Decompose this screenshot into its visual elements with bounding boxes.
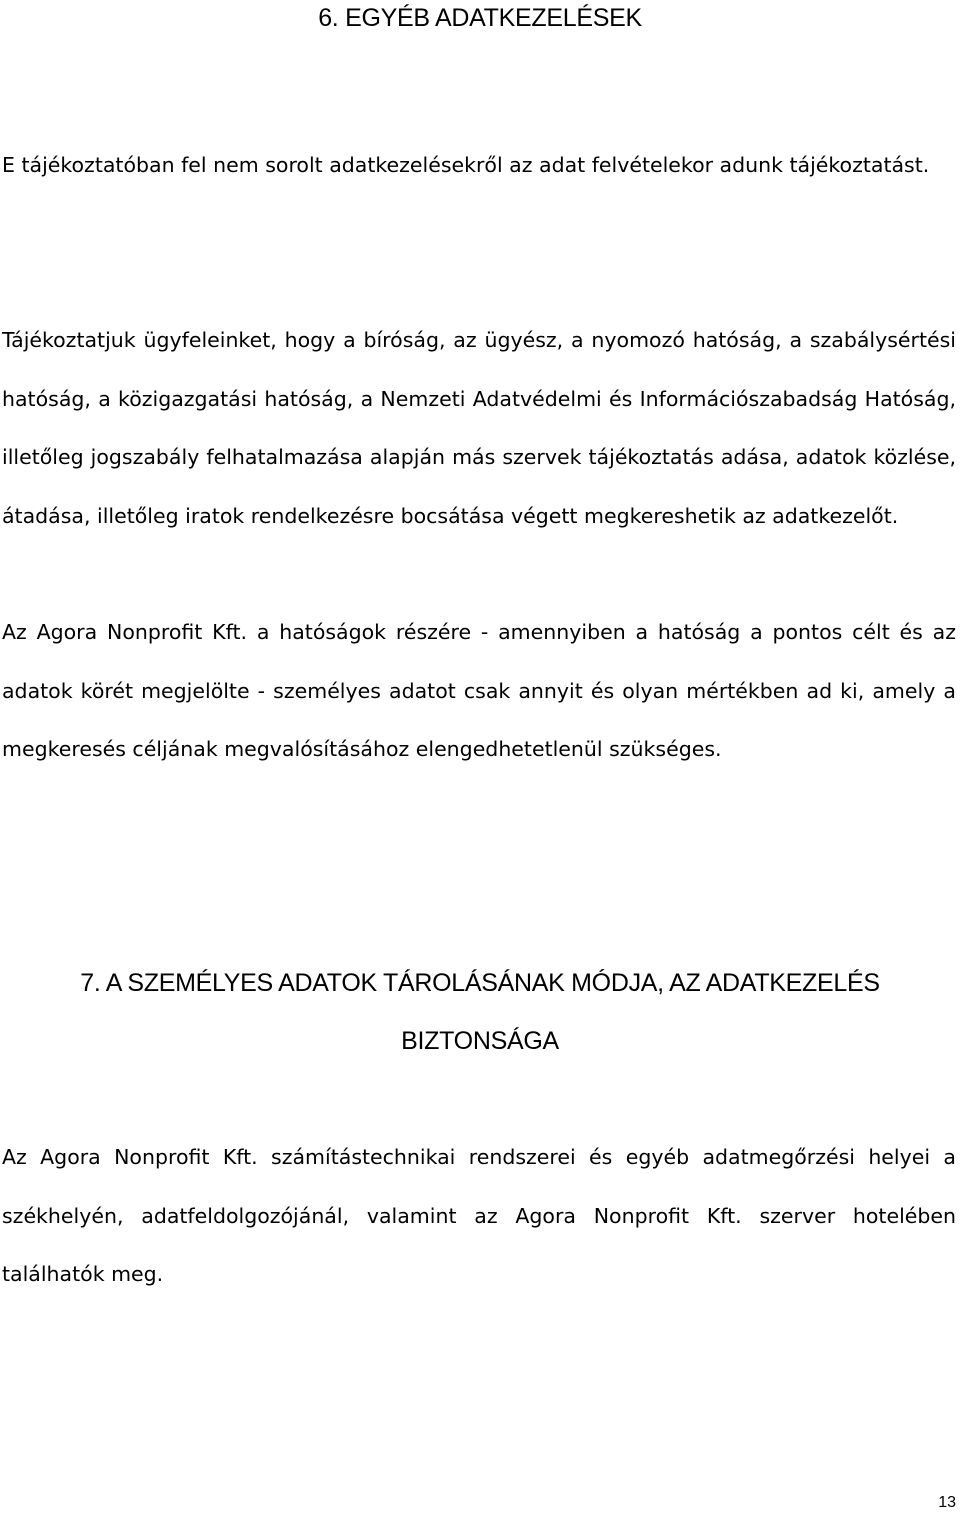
- paragraph-storage-location: Az Agora Nonprofit Kft. számítástechnikai rendszerei és egyéb adatmegőrzési helyei a székhelyén, adatfeldolgozójánál, valamint az Agora Nonprofit Kft. szerver hotelében találhatók meg.: [2, 1145, 956, 1286]
- page-number: 13: [938, 1494, 956, 1511]
- paragraph-other-processing: E tájékoztatóban fel nem sorolt adatkezelésekről az adat felvételekor adunk tájékoztatást.: [2, 153, 930, 177]
- paragraph-authorities-requests: Tájékoztatjuk ügyfeleinket, hogy a bíróság, az ügyész, a nyomozó hatóság, a szabálysértési hatóság, a közigazgatási hatóság, a Nemzeti Adatvédelmi és Információszabadság Hatóság, illetőleg jogszabály felhatalmazása alapján más szervek tájékoztatás adása, adatok közlése, átadása, illetőleg iratok rendelkezésre bocsátása végett megkereshetik az adatkezelőt.: [2, 328, 956, 528]
- section-6-heading: 6. EGYÉB ADATKEZELÉSEK: [318, 4, 642, 32]
- paragraph-data-disclosure: Az Agora Nonprofit Kft. a hatóságok részére - amennyiben a hatóság a pontos célt és az adatok körét megjelölte - személyes adatot csak annyit és olyan mértékben ad ki, amely a megkeresés céljának megvalósításához elengedhetetlenül szükséges.: [2, 620, 956, 761]
- section-7-heading-line-2: BIZTONSÁGA: [401, 1027, 559, 1055]
- section-7-heading-line-1: 7. A SZEMÉLYES ADATOK TÁROLÁSÁNAK MÓDJA, AZ ADATKEZELÉS: [80, 969, 880, 997]
